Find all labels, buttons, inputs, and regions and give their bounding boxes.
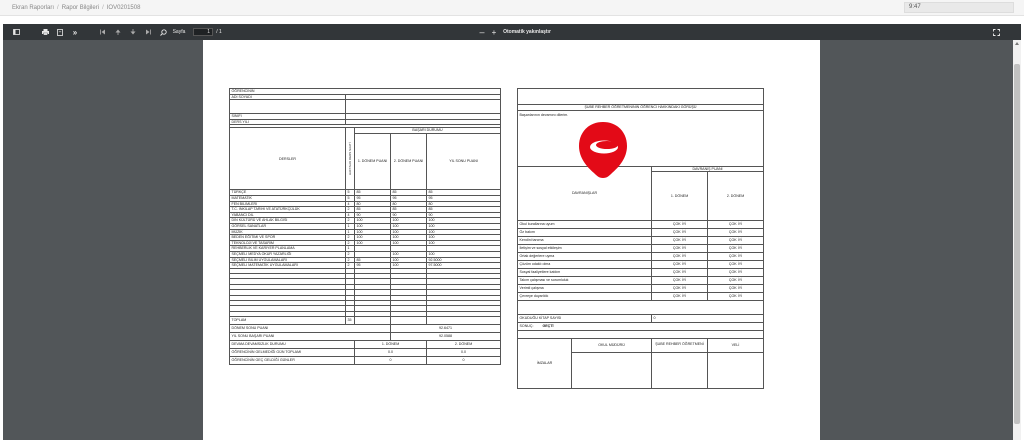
term-end-label: DÖNEM SONU PUANI	[230, 325, 391, 333]
subject-year-end: 95	[427, 195, 501, 201]
meb-logo-icon	[576, 120, 630, 180]
next-page-icon[interactable]	[129, 27, 137, 37]
behavior-table	[517, 88, 764, 389]
behaviors-header: DAVRANIŞLAR	[518, 166, 652, 220]
year-end-score-label: YIL SONU BAŞARI PUANI	[230, 333, 391, 341]
subject-name: TÜRKÇE	[230, 190, 346, 196]
behavior-row	[518, 228, 764, 236]
term-end-value: 92.6471	[391, 325, 501, 333]
subject-year-end: 92.5000	[427, 257, 501, 263]
behavior-term1-header: 1. DÖNEM	[652, 172, 708, 220]
term2-header: 2. DÖNEM PUANI	[391, 134, 427, 190]
principal-label: OKUL MÜDÜRÜ	[572, 338, 652, 352]
page-total: / 1	[216, 29, 222, 35]
subject-hours: 2	[346, 235, 355, 241]
sidebar-toggle-icon[interactable]	[11, 27, 21, 37]
fullscreen-icon[interactable]	[991, 27, 1001, 37]
year-end-header: YIL SONU PUANI	[427, 134, 501, 190]
behavior-score-header: DAVRANIŞ PUANI	[652, 166, 764, 172]
class-label: SINIFI	[230, 114, 346, 120]
subject-year-end: 90	[427, 212, 501, 218]
subject-term2: 100	[391, 229, 427, 235]
subject-term1: 95	[355, 263, 391, 269]
behavior-name: Çevreye duyarlılık	[518, 292, 652, 300]
subject-hours: 1	[346, 246, 355, 252]
books-read-label: OKUDUĞU KİTAP SAYISI	[518, 314, 652, 322]
subject-year-end: 100	[427, 229, 501, 235]
absent-days-label: ÖĞRENCİNİN GELMEDİĞİ GÜN TOPLAMI	[230, 349, 355, 357]
subject-hours: 1	[346, 229, 355, 235]
behavior-name: Verimli çalışma	[518, 284, 652, 292]
zoom-in-icon[interactable]: +	[491, 27, 497, 37]
behavior-term1: ÇOK İYİ	[652, 244, 708, 252]
subject-term2: 100	[391, 257, 427, 263]
subject-name: MATEMATİK	[230, 195, 346, 201]
subject-name: SEÇMELİ MATEMATİK UYGULAMALARI	[230, 263, 346, 269]
subject-year-end: 85	[427, 190, 501, 196]
behavior-term2-header: 2. DÖNEM	[708, 172, 764, 220]
late-days-label: ÖĞRENCİNİN GEÇ GELDİĞİ GÜNLER	[230, 357, 355, 365]
subject-name: T.C. İNKILAP TARİHİ VE ATATÜRKÇÜLÜK	[230, 207, 346, 213]
scroll-up-icon[interactable]	[1015, 42, 1019, 45]
behavior-term1: ÇOK İYİ	[652, 284, 708, 292]
subject-hours: 2	[346, 257, 355, 263]
scrollbar-thumb[interactable]	[1014, 64, 1020, 424]
breadcrumb-item-reports[interactable]: Ekran Raporları	[12, 5, 55, 11]
subjects-header: DERSLER	[230, 128, 346, 190]
top-bar	[0, 0, 1024, 16]
subject-term2: 100	[391, 235, 427, 241]
subject-hours: 2	[346, 251, 355, 257]
absent-days-term2: 0.0	[427, 349, 501, 357]
name-label: ADI SOYADI	[230, 94, 346, 100]
subject-name: DİN KÜLTÜRÜ VE AHLAK BİLGİSİ	[230, 218, 346, 224]
subject-hours: 4	[346, 212, 355, 218]
pdf-viewer	[3, 24, 1021, 440]
behavior-term1: ÇOK İYİ	[652, 260, 708, 268]
breadcrumb-item-report-id: IOV0201508	[106, 5, 141, 11]
behavior-term1: ÇOK İYİ	[652, 220, 708, 228]
subject-year-end: 100	[427, 251, 501, 257]
grades-table	[229, 88, 501, 365]
subject-term2: 100	[391, 251, 427, 257]
subject-term1: 90	[355, 212, 391, 218]
subject-hours: 2	[346, 263, 355, 269]
behavior-row	[518, 260, 764, 268]
behavior-row	[518, 244, 764, 252]
subject-term1: 85	[355, 207, 391, 213]
teacher-comment: Başarılarının devamını dilerim.	[518, 110, 764, 166]
subject-term2: 100	[391, 240, 427, 246]
document-icon[interactable]	[55, 27, 65, 37]
subject-hours: 2	[346, 207, 355, 213]
document-page	[203, 40, 820, 440]
subject-year-end: 100	[427, 223, 501, 229]
behavior-row	[518, 252, 764, 260]
subject-name: FEN BİLİMLERİ	[230, 201, 346, 207]
behavior-term2: ÇOK İYİ	[708, 276, 764, 284]
behavior-term2: ÇOK İYİ	[708, 284, 764, 292]
behavior-row	[518, 276, 764, 284]
subject-year-end: 100	[427, 240, 501, 246]
homeroom-teacher-label: ŞUBE REHBER ÖĞRETMENİ	[652, 338, 708, 352]
page-label: Sayfa	[172, 29, 186, 35]
year-label: DERS YILI	[230, 119, 346, 125]
behavior-term2: ÇOK İYİ	[708, 220, 764, 228]
behavior-name: Ortak değerlere uyma	[518, 252, 652, 260]
breadcrumb: Ekran Raporları / Rapor Bilgileri / IOV0201508	[12, 5, 141, 11]
behavior-term2: ÇOK İYİ	[708, 292, 764, 300]
subject-year-end: 100	[427, 218, 501, 224]
subject-year-end: 100	[427, 235, 501, 241]
subject-hours: 4	[346, 201, 355, 207]
behavior-name: İletişim ve sosyal etkileşim	[518, 244, 652, 252]
subject-term1: 100	[355, 235, 391, 241]
behavior-row	[518, 284, 764, 292]
teacher-opinion-title: ŞUBE REHBER ÖĞRETMENİNİN ÖĞRENCİ HAKKINDAKİ GÖRÜŞÜ	[518, 105, 764, 111]
subject-name: MÜZİK	[230, 229, 346, 235]
subject-term2: 90	[391, 212, 427, 218]
behavior-name: Öz bakım	[518, 228, 652, 236]
behavior-term1: ÇOK İYİ	[652, 276, 708, 284]
student-heading: ÖĞRENCİNİN	[230, 89, 501, 95]
subject-hours: 5	[346, 190, 355, 196]
subject-name: REHBERLİK VE KARİYER PLANLAMA	[230, 246, 346, 252]
subject-name: SEÇMELİ MEDYA OKUR YAZARLIĞI	[230, 251, 346, 257]
behavior-row	[518, 292, 764, 300]
subject-term2: 95	[391, 195, 427, 201]
behavior-name: Çözüm odaklı olma	[518, 260, 652, 268]
late-days-term2: 0	[427, 357, 501, 365]
behavior-term1: ÇOK İYİ	[652, 228, 708, 236]
more-icon[interactable]: »	[72, 27, 78, 37]
subject-term1: 80	[355, 201, 391, 207]
behavior-term2: ÇOK İYİ	[708, 260, 764, 268]
behavior-row	[518, 268, 764, 276]
year-end-score-value: 92.0588	[391, 333, 501, 341]
behavior-term2: ÇOK İYİ	[708, 228, 764, 236]
subject-name: SEÇMELİ BİLİM UYGULAMALARI	[230, 257, 346, 263]
late-days-term1: 0	[355, 357, 427, 365]
breadcrumb-item-report-info[interactable]: Rapor Bilgileri	[61, 5, 100, 11]
behavior-term2: ÇOK İYİ	[708, 252, 764, 260]
subject-term1: 100	[355, 218, 391, 224]
subject-name: GÖRSEL SANATLAR	[230, 223, 346, 229]
parent-label: VELİ	[708, 338, 764, 352]
subject-hours: 5	[346, 195, 355, 201]
attendance-term1: 1. DÖNEM	[355, 341, 427, 349]
subject-term1: 100	[355, 240, 391, 246]
absent-days-term1: 0.0	[355, 349, 427, 357]
zoom-select[interactable]: Otomatik yakınlaştır	[503, 29, 551, 35]
total-value: 35	[346, 317, 355, 325]
subject-year-end: 97.5000	[427, 263, 501, 269]
subject-hours: 1	[346, 223, 355, 229]
print-icon[interactable]	[40, 27, 50, 37]
behavior-term1: ÇOK İYİ	[652, 236, 708, 244]
subject-term2: 85	[391, 207, 427, 213]
behavior-name: Okul kurallarına uyum	[518, 220, 652, 228]
subject-term1: 95	[355, 195, 391, 201]
behavior-row	[518, 236, 764, 244]
subject-term2: 100	[391, 263, 427, 269]
subject-term1: 85	[355, 257, 391, 263]
weekly-hours-header: HAFTALIK DERS SAATİ	[346, 128, 355, 190]
subject-hours: 2	[346, 218, 355, 224]
behavior-term2: ÇOK İYİ	[708, 236, 764, 244]
behavior-term2: ÇOK İYİ	[708, 244, 764, 252]
first-page-icon[interactable]	[99, 27, 107, 37]
subject-term2: 100	[391, 223, 427, 229]
page-number-input[interactable]: 1	[193, 28, 213, 36]
subject-name: BEDEN EĞİTİMİ VE SPOR	[230, 235, 346, 241]
success-header: BAŞARI DURUMU	[355, 128, 501, 134]
subject-term1: 100	[355, 229, 391, 235]
signatures-label: İMZALAR	[518, 338, 572, 388]
total-label: TOPLAM	[230, 317, 346, 325]
behavior-name: Sosyal faaliyetlere katılım	[518, 268, 652, 276]
subject-term2: 85	[391, 190, 427, 196]
subject-name: TEKNOLOJİ VE TASARIM	[230, 240, 346, 246]
result-value: GEÇTİ	[542, 323, 554, 328]
attendance-term2: 2. DÖNEM	[427, 341, 501, 349]
behavior-name: Takım çalışması ve sorumluluk	[518, 276, 652, 284]
subject-term2: 100	[391, 218, 427, 224]
behavior-term2: ÇOK İYİ	[708, 268, 764, 276]
behavior-row	[518, 220, 764, 228]
subject-term1: 100	[355, 223, 391, 229]
behavior-term1: ÇOK İYİ	[652, 252, 708, 260]
result-label: SONUÇ:	[519, 323, 534, 328]
prev-page-icon[interactable]	[114, 27, 122, 37]
subject-term2: 80	[391, 201, 427, 207]
search-icon[interactable]	[159, 27, 167, 37]
behavior-term1: ÇOK İYİ	[652, 292, 708, 300]
subject-name: YABANCI DİL	[230, 212, 346, 218]
time-display: 9:47	[904, 2, 1014, 13]
subject-hours: 2	[346, 240, 355, 246]
term1-header: 1. DÖNEM PUANI	[355, 134, 391, 190]
attendance-label: DEVAM-DEVAMSIZLIK DURUMU	[230, 341, 355, 349]
zoom-out-icon[interactable]: –	[479, 27, 485, 37]
behavior-name: Kendini tanıma	[518, 236, 652, 244]
subject-year-end: 85	[427, 207, 501, 213]
subject-term1: 85	[355, 190, 391, 196]
last-page-icon[interactable]	[144, 27, 152, 37]
subject-year-end: 80	[427, 201, 501, 207]
behavior-term1: ÇOK İYİ	[652, 268, 708, 276]
pdf-toolbar	[3, 24, 1021, 40]
books-read-value: 0	[652, 314, 764, 322]
